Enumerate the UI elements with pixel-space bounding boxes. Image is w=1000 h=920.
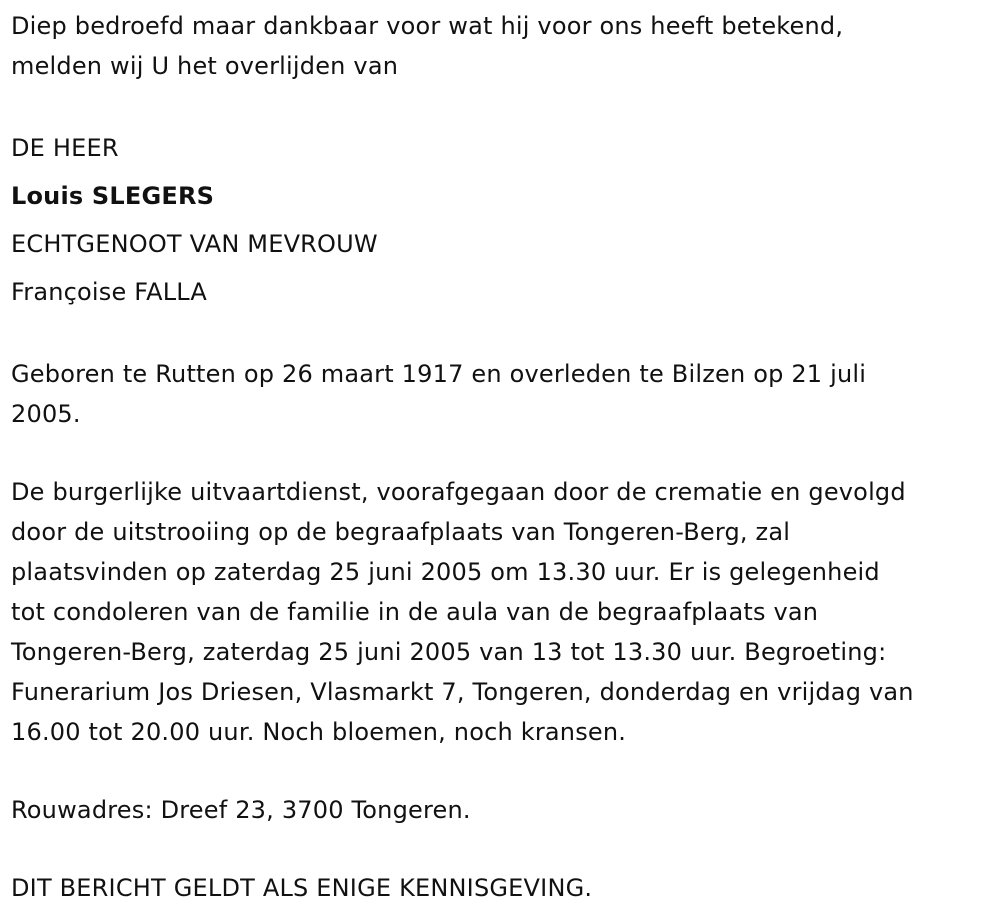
- service-line: 16.00 tot 20.00 uur. Noch bloemen, noch kransen.: [11, 718, 627, 746]
- service-line: plaatsvinden op zaterdag 25 juni 2005 om 13.30 uur. Er is gelegenheid: [11, 558, 880, 586]
- spouse-name: Françoise FALLA: [11, 278, 208, 306]
- birth-death-line: Geboren te Rutten op 26 maart 1917 en overleden te Bilzen op 21 juli: [11, 360, 867, 388]
- spacer: [11, 86, 1000, 124]
- intro-line: Diep bedroefd maar dankbaar voor wat hij voor ons heeft betekend,: [11, 12, 844, 40]
- closing-statement: DIT BERICHT GELDT ALS ENIGE KENNISGEVING.: [11, 874, 593, 902]
- service-line: Funerarium Jos Driesen, Vlasmarkt 7, Tongeren, donderdag en vrijdag van: [11, 678, 914, 706]
- service-paragraph: [11, 472, 1000, 752]
- relation-line: ECHTGENOOT VAN MEVROUW: [11, 230, 378, 258]
- address-paragraph: [11, 790, 1000, 830]
- honorific: DE HEER: [11, 134, 119, 162]
- intro-paragraph: [11, 6, 1000, 86]
- deceased-name: Louis SLEGERS: [11, 182, 215, 210]
- birth-death-line: 2005.: [11, 400, 81, 428]
- mourning-address: Rouwadres: Dreef 23, 3700 Tongeren.: [11, 796, 471, 824]
- service-line: tot condoleren van de familie in de aula van de begraafplaats van: [11, 598, 819, 626]
- service-line: door de uitstrooiing op de begraafplaats van Tongeren-Berg, zal: [11, 518, 791, 546]
- spacer: [11, 434, 1000, 472]
- closing-paragraph: [11, 868, 1000, 908]
- spacer: [11, 752, 1000, 790]
- service-line: De burgerlijke uitvaartdienst, voorafgegaan door de crematie en gevolgd: [11, 478, 906, 506]
- birth-death-paragraph: [11, 354, 1000, 434]
- spacer: [11, 830, 1000, 868]
- deceased-block: [11, 124, 1000, 316]
- intro-line: melden wij U het overlijden van: [11, 52, 399, 80]
- service-line: Tongeren-Berg, zaterdag 25 juni 2005 van 13 tot 13.30 uur. Begroeting:: [11, 638, 887, 666]
- spacer: [11, 316, 1000, 354]
